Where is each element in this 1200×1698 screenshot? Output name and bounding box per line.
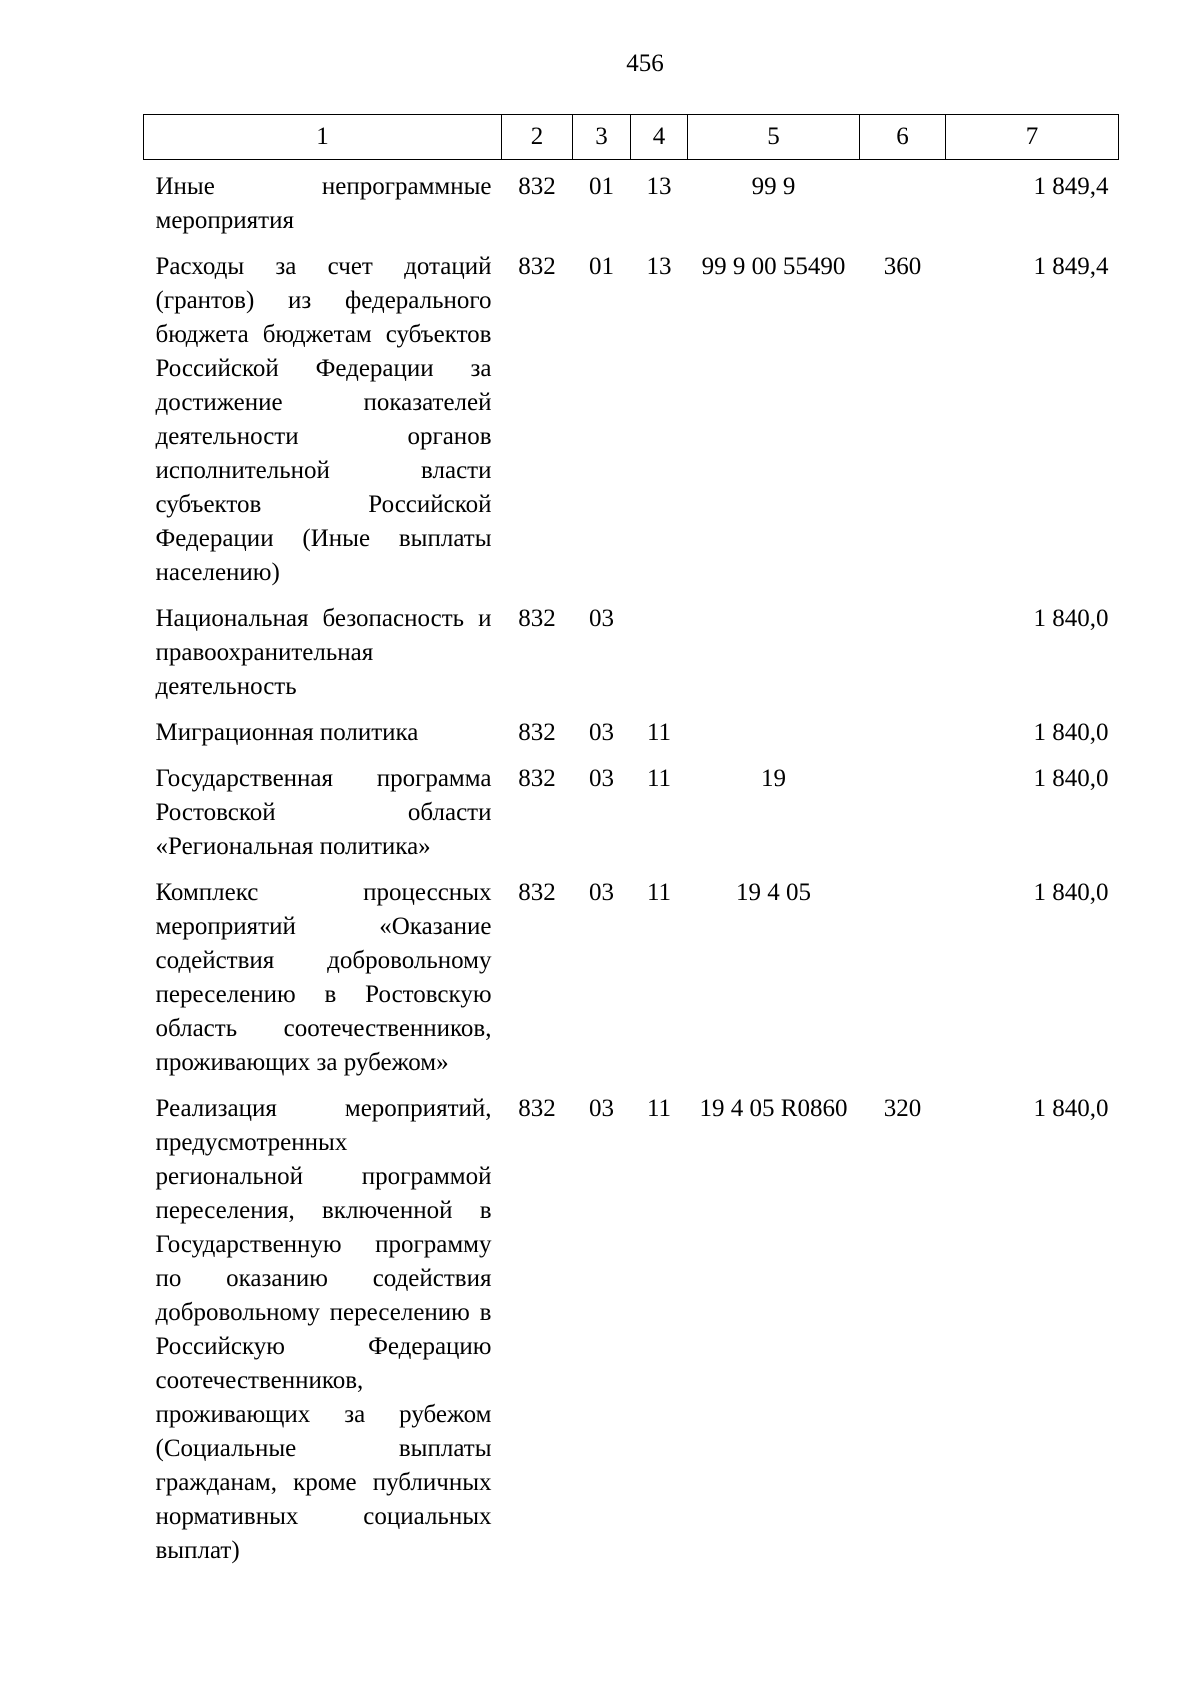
- row-target-code: [688, 602, 860, 716]
- row-name: Национальная безопасность и правоохранительная деятельность: [155, 605, 492, 700]
- row-section-code: 03: [589, 765, 614, 792]
- row-subsection-code: 13: [646, 173, 672, 200]
- row-amount: 1 840,0: [1033, 765, 1109, 792]
- row-section-code: 01: [589, 253, 614, 280]
- row-expense-type: 320: [883, 1095, 922, 1122]
- row-section-code: 03: [589, 719, 614, 746]
- row-amount: 1 849,4: [1033, 253, 1109, 280]
- row-ministry-code: 832: [518, 605, 556, 632]
- row-name: Иные непрограммные мероприятия: [155, 173, 492, 234]
- row-name: Государственная программа Ростовской области «Региональная политика»: [155, 765, 492, 860]
- budget-table: [143, 114, 1119, 1580]
- row-ministry-code: 832: [518, 719, 556, 746]
- table-row: [144, 762, 1119, 876]
- row-target-code: 99 9 00 55490: [701, 253, 846, 280]
- header-col-5: 5: [688, 115, 860, 160]
- table-row: [144, 250, 1119, 602]
- row-name: Комплекс процессных мероприятий «Оказание содействия добровольному переселению в Ростовскую область соотечественников, проживающих за рубежом»: [155, 879, 492, 1076]
- row-target-code: [688, 716, 860, 762]
- row-subsection-code: 11: [646, 879, 672, 906]
- table-header: [144, 115, 1119, 160]
- header-col-3: 3: [573, 115, 631, 160]
- header-col-7: 7: [946, 115, 1119, 160]
- page-number: 456: [626, 50, 664, 77]
- row-name: Расходы за счет дотаций (грантов) из федерального бюджета бюджетам субъектов Российской Федерации за достижение показателей деятельности органов исполнительной власти субъектов Российской Федерации (Иные выплаты населению): [155, 253, 492, 586]
- row-amount: 1 840,0: [1033, 605, 1109, 632]
- table-row: [144, 876, 1119, 1092]
- row-amount: 1 840,0: [1033, 879, 1109, 906]
- row-ministry-code: 832: [518, 879, 556, 906]
- row-section-code: 01: [589, 173, 614, 200]
- row-target-code: 19 4 05: [736, 879, 811, 906]
- row-subsection-code: 11: [646, 1095, 672, 1122]
- row-ministry-code: 832: [518, 765, 556, 792]
- row-expense-type: [860, 160, 946, 251]
- header-col-2: 2: [502, 115, 573, 160]
- row-ministry-code: 832: [518, 1095, 556, 1122]
- row-target-code: 99 9: [751, 173, 796, 200]
- row-section-code: 03: [589, 605, 614, 632]
- row-ministry-code: 832: [518, 253, 556, 280]
- row-amount: 1 840,0: [1033, 719, 1109, 746]
- table-row: [144, 160, 1119, 251]
- table-row: [144, 1092, 1119, 1580]
- row-expense-type: [860, 716, 946, 762]
- row-subsection-code: 11: [646, 765, 672, 792]
- row-name: Реализация мероприятий, предусмотренных региональной программой переселения, включенной в Государственную программу по оказанию содействия добровольному переселению в Российскую Федерацию соотечественников, проживающих за рубежом (Социальные выплаты гражданам, кроме публичных нормативных социальных выплат): [155, 1095, 492, 1564]
- row-amount: 1 840,0: [1033, 1095, 1109, 1122]
- row-ministry-code: 832: [518, 173, 556, 200]
- row-subsection-code: 13: [646, 253, 672, 280]
- row-target-code: 19 4 05 R0860: [699, 1095, 848, 1122]
- row-section-code: 03: [589, 879, 614, 906]
- row-target-code: 19: [761, 765, 786, 792]
- header-col-4: 4: [631, 115, 688, 160]
- table-row: [144, 716, 1119, 762]
- row-section-code: 03: [589, 1095, 614, 1122]
- header-row: [144, 115, 1119, 160]
- row-expense-type: [860, 762, 946, 876]
- row-amount: 1 849,4: [1033, 173, 1109, 200]
- row-expense-type: [860, 876, 946, 1092]
- header-col-1: 1: [144, 115, 502, 160]
- row-subsection-code: [631, 602, 688, 716]
- header-col-6: 6: [860, 115, 946, 160]
- row-expense-type: [860, 602, 946, 716]
- row-subsection-code: 11: [646, 719, 672, 746]
- table-body: [144, 160, 1119, 1581]
- table-row: [144, 602, 1119, 716]
- row-expense-type: 360: [883, 253, 922, 280]
- row-name: Миграционная политика: [155, 719, 419, 746]
